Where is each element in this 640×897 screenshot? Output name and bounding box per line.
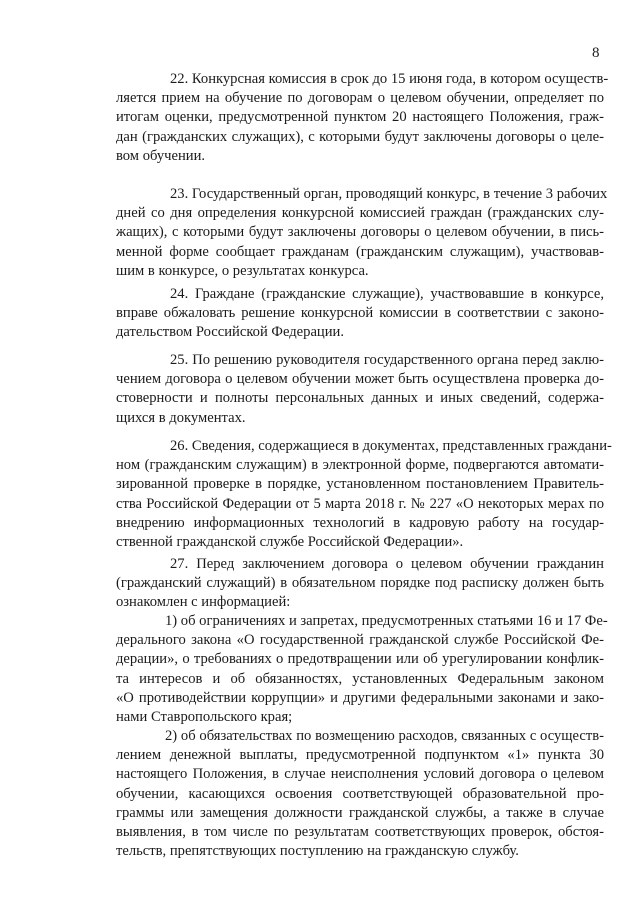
- text-line: дерации», о требованиях о предотвращении или об урегулировании конфлик-: [116, 651, 604, 668]
- paragraph-26: [116, 437, 612, 552]
- text-line: щихся в документах.: [116, 409, 246, 426]
- text-line: обучении, касающихся освоения соответствующей образовательной про-: [116, 785, 604, 802]
- text-line: настоящего Положения, в случае неисполнения условий договора о целевом: [116, 766, 604, 783]
- text-line: вправе обжаловать решение конкурсной комиссии в соответствии с законо-: [116, 305, 604, 322]
- text-line: нами Ставропольского края;: [116, 709, 293, 726]
- text-line: та интересов и об обязанностях, установленных Федеральным законом: [116, 670, 604, 687]
- text-line: 24. Граждане (гражданские служащие), участвовавшие в конкурсе,: [170, 286, 604, 302]
- text-line: 26. Сведения, содержащиеся в документах, представленных граждани-: [170, 438, 612, 454]
- text-line: ном (гражданским служащим) в электронной форме, подвергаются автомати-: [116, 457, 604, 474]
- text-line: «О противодействии коррупции» и другими федеральными законами и зако-: [116, 689, 604, 706]
- text-line: менной форме сообщает гражданам (гражданским служащим), участвовав-: [116, 243, 604, 260]
- text-line: зированной проверке в порядке, установленном постановлением Правитель-: [116, 476, 604, 493]
- text-line: внедрению информационных технологий в кадровую работу на государ-: [116, 514, 604, 531]
- text-line: лением денежной выплаты, предусмотренной подпунктом «1» пункта 30: [116, 747, 604, 764]
- text-line: выявления, в том числе по результатам соответствующих проверок, обстоя-: [116, 824, 604, 841]
- text-line: ства Российской Федерации от 5 марта 2018 г. № 227 «О некоторых мерах по: [116, 495, 604, 512]
- text-line: ственной гражданской службе Российской Федерации».: [116, 534, 464, 551]
- text-line: 1) об ограничениях и запретах, предусмотренных статьями 16 и 17 Фе-: [165, 613, 608, 629]
- text-line: 22. Конкурсная комиссия в срок до 15 июня года, в котором осуществ-: [170, 71, 609, 87]
- text-line: дерального закона «О государственной гражданской службе Российской Фе-: [116, 632, 604, 649]
- subitem-27-2: [116, 727, 604, 861]
- text-line: (гражданский служащий) в обязательном порядке под расписку должен быть: [116, 575, 604, 592]
- text-line: дательством Российской Федерации.: [116, 324, 345, 341]
- text-line: шим в конкурсе, о результатах конкурса.: [116, 262, 369, 279]
- text-line: 2) об обязательствах по возмещению расходов, связанных с осуществ-: [165, 728, 604, 744]
- text-line: дней со дня определения конкурсной комиссией граждан (гражданских слу-: [116, 205, 604, 222]
- text-line: граммы или замещения должности гражданской службы, а также в случае: [116, 804, 604, 821]
- paragraph-24: [116, 285, 604, 343]
- text-line: вом обучении.: [116, 147, 206, 164]
- text-line: итогам оценки, предусмотренной пунктом 20 настоящего Положения, граж-: [116, 109, 604, 126]
- paragraph-27: [116, 555, 604, 613]
- text-line: стоверности и полноты персональных данных и иных сведений, содержа-: [116, 390, 604, 407]
- text-line: 27. Перед заключением договора о целевом обучении гражданин: [170, 556, 604, 572]
- text-line: 23. Государственный орган, проводящий конкурс, в течение 3 рабочих: [170, 186, 608, 202]
- text-line: ляется прием на обучение по договорам о целевом обучении, определяет по: [116, 90, 604, 107]
- paragraph-25: [116, 351, 604, 428]
- text-line: тельств, препятствующих поступлению на гражданскую службу.: [116, 843, 519, 860]
- subitem-27-1: [116, 612, 608, 727]
- page-number: 8: [592, 45, 600, 61]
- text-line: жащих), с которыми будут заключены договоры о целевом обучении, в пись-: [116, 224, 604, 241]
- text-line: чением договора о целевом обучении может быть осуществлена проверка до-: [116, 371, 604, 388]
- text-line: дан (гражданских служащих), с которыми будут заключены договоры о целе-: [116, 128, 604, 145]
- paragraph-23: [116, 185, 608, 281]
- text-line: ознакомлен с информацией:: [116, 594, 291, 611]
- paragraph-22: [116, 70, 609, 166]
- text-line: 25. По решению руководителя государственного органа перед заклю-: [170, 352, 604, 368]
